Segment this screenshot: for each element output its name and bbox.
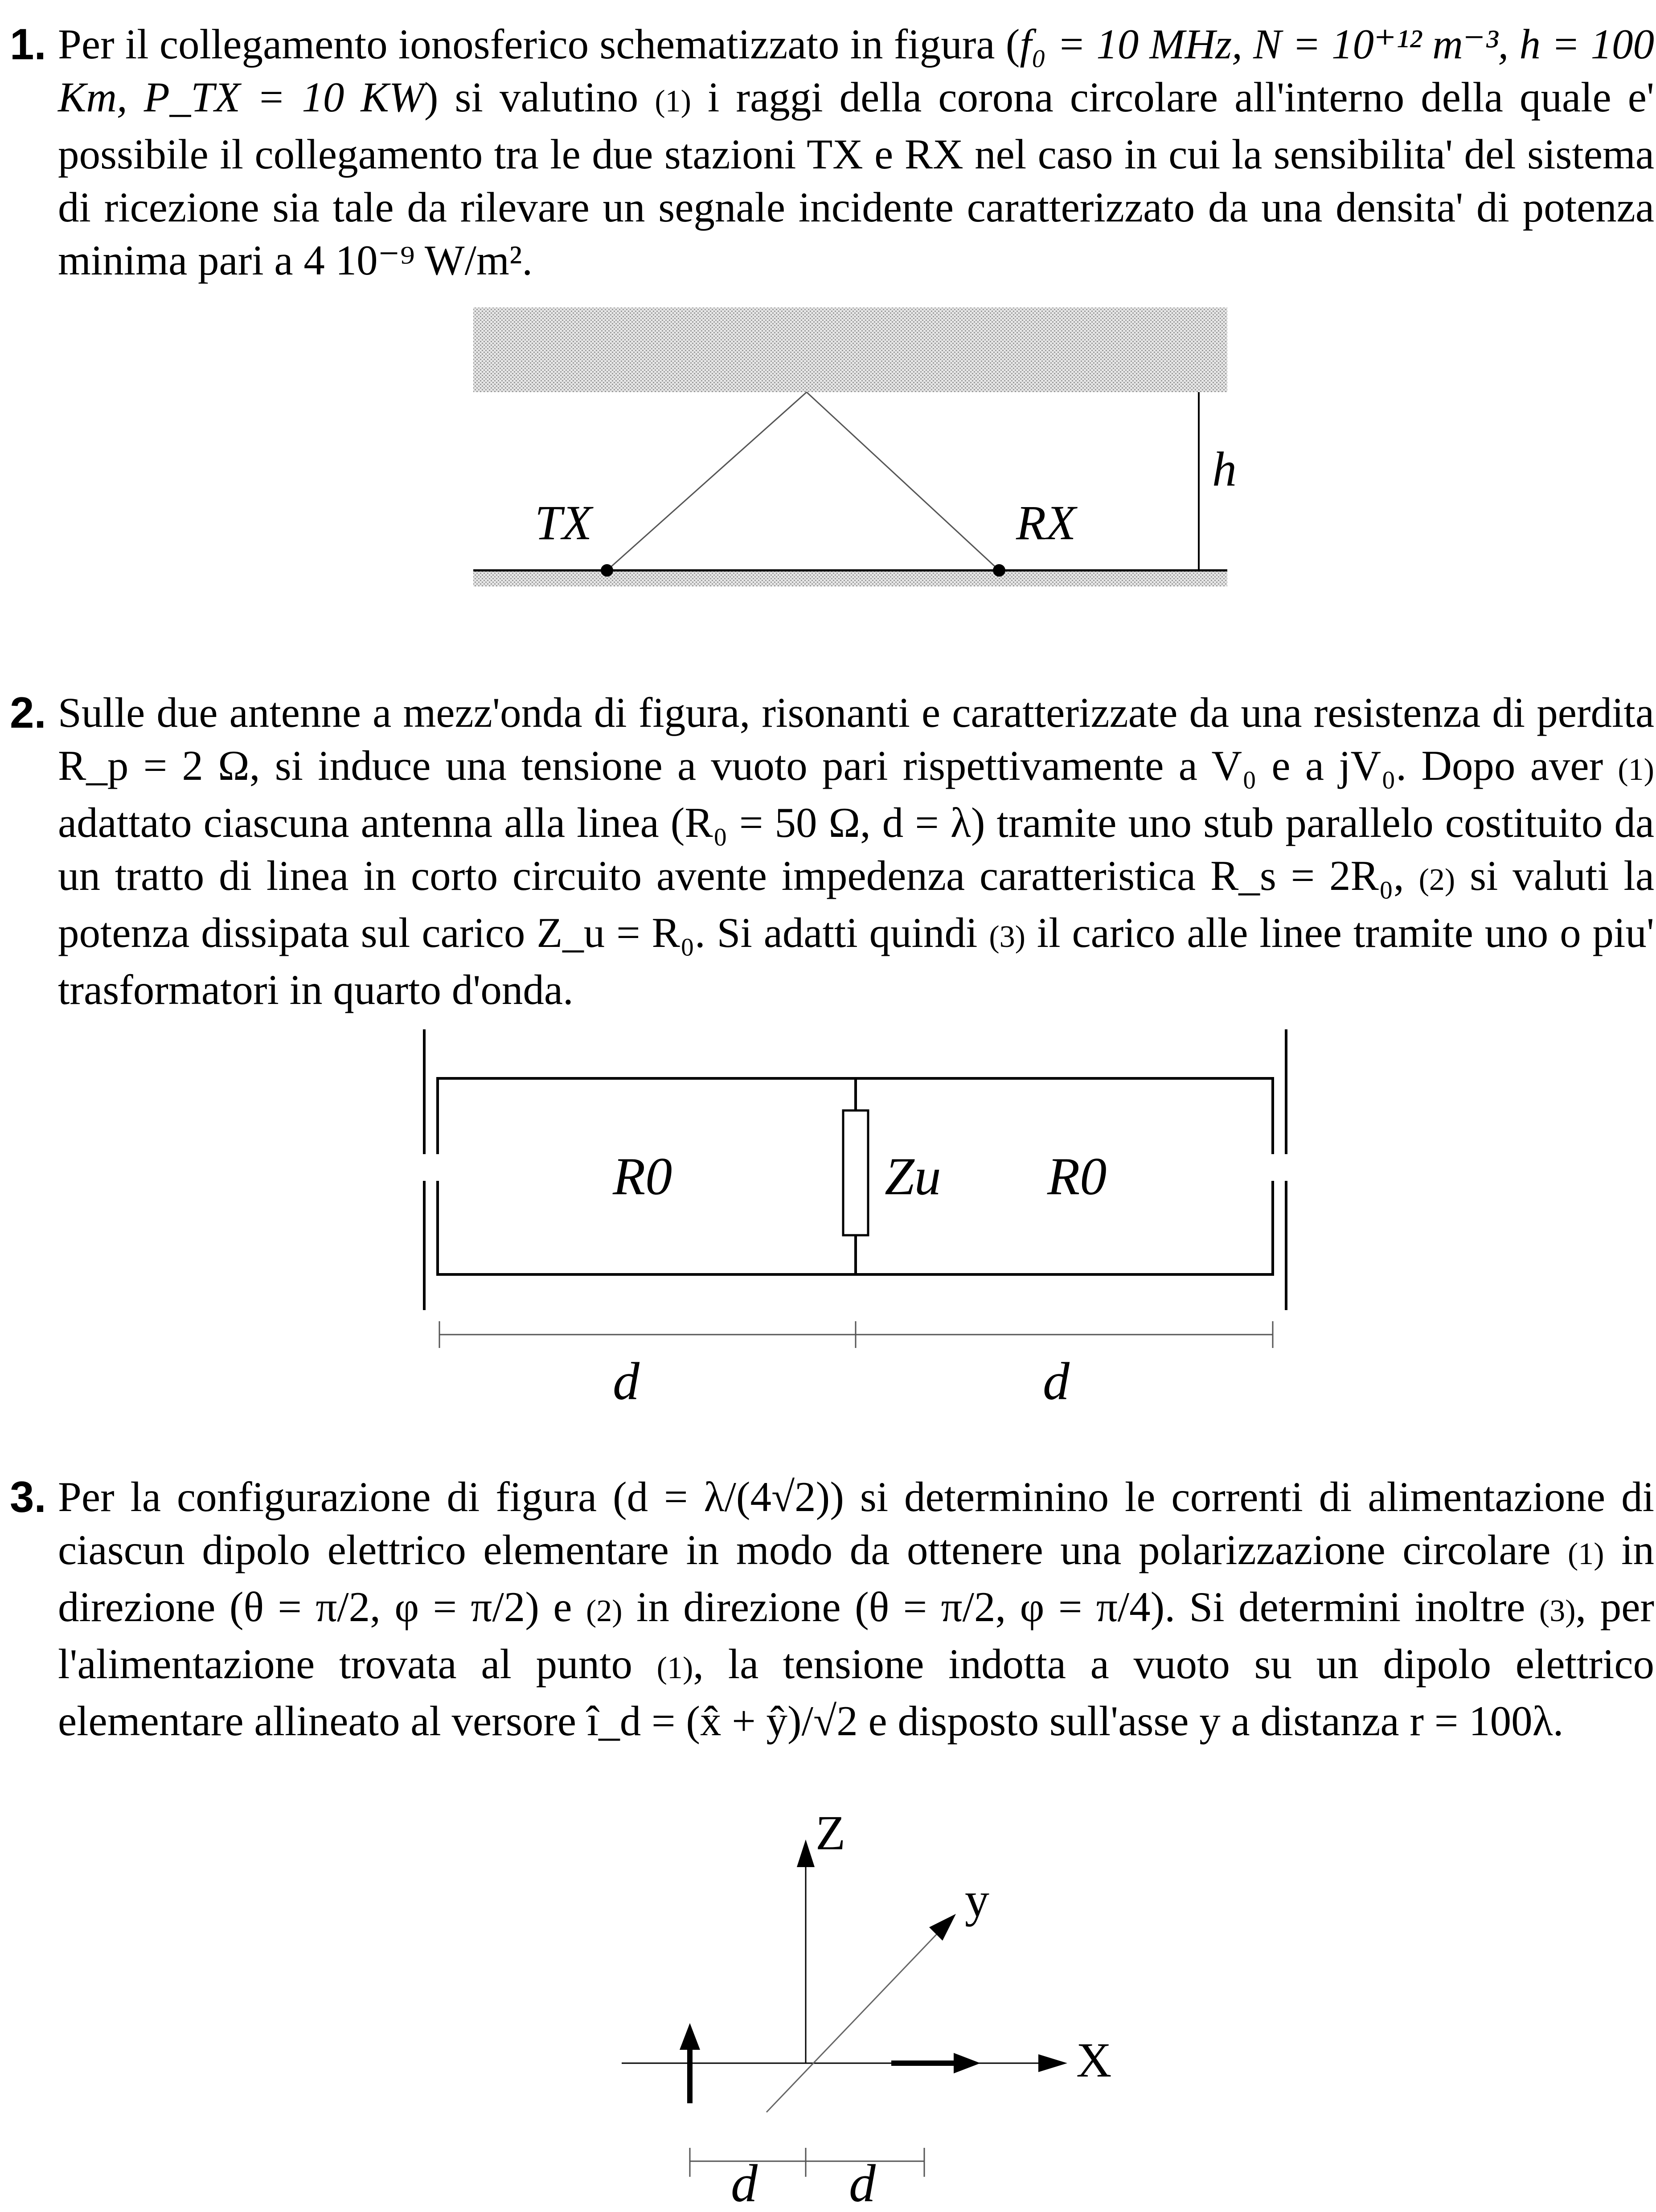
problem-1-middle: ) si valutino — [424, 74, 655, 121]
z-axis-arrow — [797, 1839, 815, 1867]
label-x: X — [1076, 2033, 1112, 2087]
problem-1-params: f₀ = 10 MHz, N = 10⁺¹² m⁻³, h = 100 Km, P_TX = 10 KW — [58, 20, 1654, 121]
step-marker: (2) — [1418, 863, 1455, 897]
problem-2-text — [58, 686, 1654, 1016]
ray-down — [807, 392, 999, 570]
label-d-right: d — [1043, 1352, 1070, 1408]
problem-1-intro: Per il collegamento ionosferico schematizzato in figura ( — [58, 20, 1020, 68]
ground-layer — [473, 570, 1227, 586]
ionosphere-layer — [473, 307, 1227, 392]
problem-2-text-d: il carico alle linee tramite uno o piu' trasformatori in quarto d'onda. — [58, 909, 1655, 1013]
problem-2-text-c: si valuti la potenza dissipata sul carico Z_u = R₀. Si adatti quindi — [58, 852, 1654, 956]
ray-up — [607, 392, 807, 570]
step-marker: (1) — [656, 1651, 693, 1685]
problem-3-text-e: , la tensione indotta a vuoto su un dipolo elettrico elementare allineato al versore î_d = (x̂ + ŷ)/√2 e disposto sull'asse y a distanza r = 100λ. — [58, 1640, 1654, 1745]
label-r0-right: R0 — [1047, 1147, 1107, 1206]
y-axis — [767, 1929, 941, 2112]
problem-3-text — [58, 1471, 1654, 1748]
dipole-horizontal-arrow — [954, 2053, 980, 2073]
problem-2-text-a: Sulle due antenne a mezz'onda di figura, risonanti e caratterizzate da una resistenza di perdita R_p = 2 Ω, si induce una tensione a vuoto pari rispettivamente a V₀ e a jV₀. Dopo aver — [58, 689, 1654, 789]
step-marker: (1) — [655, 84, 691, 119]
step-marker: (2) — [586, 1594, 623, 1628]
problem-3 — [10, 1471, 1654, 1748]
right-line-top — [856, 1078, 1273, 1154]
label-z: Z — [816, 1806, 846, 1860]
label-d-left: d — [731, 2154, 758, 2210]
label-y: y — [965, 1872, 989, 1927]
label-rx: RX — [1016, 496, 1076, 550]
left-line-top — [438, 1078, 856, 1154]
problem-number: 1. — [10, 20, 46, 69]
step-marker: (1) — [1618, 753, 1654, 787]
step-marker: (3) — [1539, 1594, 1576, 1628]
problem-1-text — [58, 18, 1654, 287]
problem-3-text-c: in direzione (θ = π/2, φ = π/4). Si determini inoltre — [622, 1583, 1539, 1630]
dipole-vertical-arrow — [680, 2023, 700, 2050]
label-zu: Zu — [885, 1147, 941, 1206]
step-marker: (1) — [1567, 1537, 1604, 1571]
figure-ionospheric-link — [0, 285, 1656, 597]
label-tx: TX — [535, 496, 592, 550]
problem-1 — [10, 18, 1654, 287]
problem-3-text-a: Per la configurazione di figura (d = λ/(4√2)) si determinino le correnti di alimentazione di ciascun dipolo elettrico elementare in modo da ottenere una polarizzazione circolare — [58, 1473, 1654, 1573]
problem-number: 2. — [10, 688, 46, 737]
problem-3-text-d: , per l'alimentazione trovata al punto — [58, 1583, 1654, 1688]
tx-station — [601, 564, 613, 577]
label-d-right: d — [849, 2154, 876, 2210]
problem-2-text-b: adattato ciascuna antenna alla linea (R₀ = 50 Ω, d = λ) tramite uno stub parallelo costituito da un tratto di linea in corto circuito avente impedenza caratteristica R_s = 2R₀, — [58, 799, 1654, 899]
load-resistor — [843, 1110, 868, 1235]
problem-1-rest: i raggi della corona circolare all'interno della quale e' possibile il collegamento tra le due stazioni TX e RX nel caso in cui la sensibilita' del sistema di ricezione sia tale da rilevare un segnale incidente caratterizzato da una densita' di potenza minima pari a 4 10⁻⁹ W/m². — [58, 74, 1654, 284]
figure-dipole-configuration — [0, 1738, 1656, 2210]
problem-number: 3. — [10, 1472, 46, 1521]
label-r0-left: R0 — [613, 1147, 672, 1206]
x-axis-arrow — [1038, 2054, 1067, 2072]
step-marker: (3) — [989, 920, 1025, 954]
rx-station — [993, 564, 1005, 577]
y-axis-arrow — [929, 1914, 956, 1941]
label-d-left: d — [613, 1352, 639, 1408]
problem-3-text-b: in direzione (θ = π/2, φ = π/2) e — [58, 1526, 1654, 1630]
label-h: h — [1212, 442, 1237, 496]
figure-antenna-lines — [0, 1007, 1656, 1408]
problem-2 — [10, 686, 1654, 1016]
